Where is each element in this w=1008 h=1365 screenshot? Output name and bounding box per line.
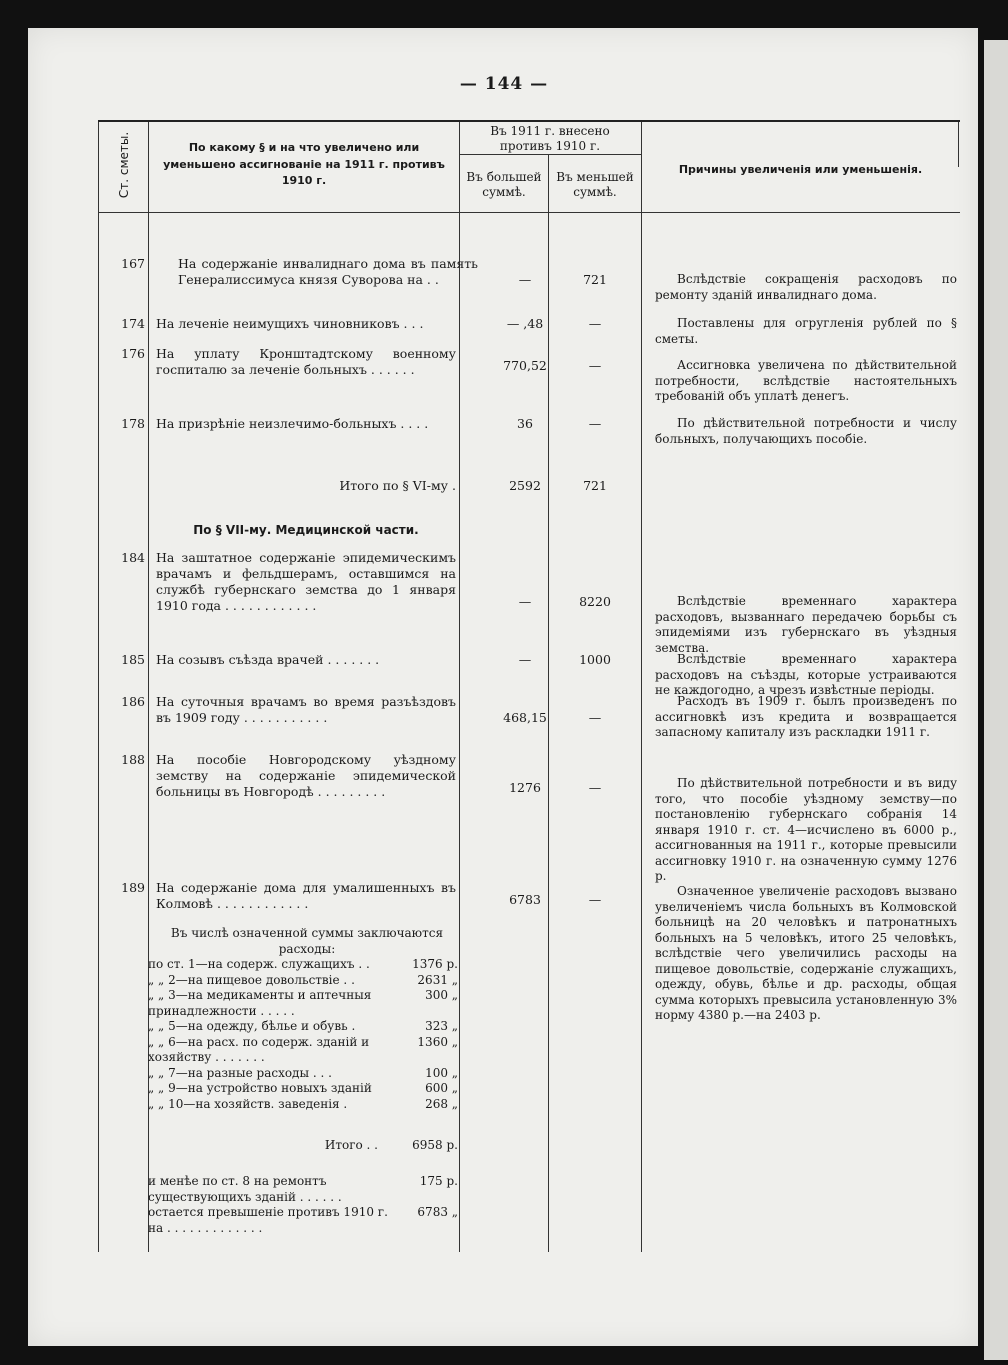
row-description: На леченіе неимущихъ чиновниковъ . . . [156, 316, 424, 331]
breakdown-total-value: 6958 р. [412, 1138, 458, 1152]
col-border-2 [459, 122, 460, 1252]
row-number: 188 [121, 752, 145, 767]
row-more: 1276 [509, 780, 541, 795]
header-bottom-line [98, 212, 960, 213]
row-number: 186 [121, 694, 145, 709]
minus-value: 175 р. [419, 1174, 458, 1188]
row-reason: Вслѣдствіе сокращенія расходовъ по ремонту зданій инвалиднаго дома. [655, 272, 957, 302]
col-border-right [958, 122, 959, 167]
breakdown-list [148, 926, 458, 1112]
row-more: — [518, 272, 532, 287]
page-number: — 144 — [459, 74, 549, 94]
row-reason: Поставлены для огругленія рублей по § сметы. [655, 316, 957, 346]
row-description: На заштатное содержаніе эпидемическимъ врачамъ и фельдшерамъ, оставшимся на службѣ губернскаго земства до 1 января 1910 года . . . . . . . . . . . . [156, 550, 456, 613]
row-less: 8220 [579, 594, 611, 609]
next-page-edge [984, 40, 1008, 1360]
row-more: 6783 [509, 892, 541, 907]
row-number: 184 [121, 550, 145, 565]
row-number: 176 [121, 346, 145, 361]
excess-label: остается превышеніе противъ 1910 г. на . . . . . . . . . . . . . [148, 1205, 388, 1235]
breakdown-item: „ „ 10—на хозяйств. заведенія . 268 „ [148, 1096, 458, 1111]
row-more: — ,48 [506, 316, 544, 331]
row-less: 721 [583, 272, 607, 287]
minus-label: и менѣе по ст. 8 на ремонтъ существующихъ зданій . . . . . . [148, 1174, 342, 1204]
breakdown-item: „ „ 7—на разные расходы . . . 100 „ [148, 1065, 458, 1080]
row-number: 167 [121, 256, 145, 271]
row-more: — [518, 594, 532, 609]
section-heading: По § VII-му. Медицинской части. [193, 523, 419, 537]
row-less: — [588, 358, 602, 373]
row-description: На пособіе Новгородскому уѣздному земству на содержаніе эпидемической больницы въ Новгородѣ . . . . . . . . . [156, 752, 456, 799]
total-label: Итого по § VI-му . [339, 478, 456, 493]
header-more: Въ большей суммѣ. [466, 170, 542, 199]
header-less: Въ меньшей суммѣ. [556, 170, 634, 199]
row-more: 468,15 [503, 710, 547, 725]
row-number: 189 [121, 880, 145, 895]
breakdown-item: „ „ 6—на расх. по содерж. зданій и хозяйству . . . . . . . 1360 „ [148, 1034, 458, 1064]
row-reason: Означенное увеличеніе расходовъ вызвано увеличеніемъ числа больныхъ въ Колмовской больницѣ на 20 человѣкъ и патронатныхъ больныхъ на 5 человѣкъ, итого 25 человѣкъ, вслѣдствіе чего увеличились расходы на пищевое довольствіе, содержаніе служащихъ, одежду, обувь, бѣлье и др. расходы, общая сумма которыхъ превысила установленную 3% норму 4380 р.—на 2403 р. [655, 884, 957, 1022]
row-description: На содержаніе инвалиднаго дома въ память Генералиссимуса князя Суворова на . . [178, 256, 478, 287]
row-less: — [588, 780, 602, 795]
header-subline [459, 154, 641, 155]
row-reason: Ассигновка увеличена по дѣйствительной потребности, вслѣдствіе настоятельныхъ требованій объ уплатѣ денегъ. [655, 358, 957, 403]
col-border-4 [641, 122, 642, 1252]
row-description: На призрѣніе неизлечимо-больныхъ . . . . [156, 416, 429, 431]
row-reason: Вслѣдствіе временнаго характера расходовъ на съѣзды, которые устраиваются не каждогодно, а чрезъ извѣстные періоды. [655, 652, 957, 697]
row-reason: По дѣйствительной потребности и числу больныхъ, получающихъ пособіе. [655, 416, 957, 446]
header-group: Въ 1911 г. внесено противъ 1910 г. [490, 124, 610, 153]
row-description: На содержаніе дома для умалишенныхъ въ Колмовѣ . . . . . . . . . . . . [156, 880, 456, 911]
row-description: На суточныя врачамъ во время разъѣздовъ въ 1909 году . . . . . . . . . . . [156, 694, 456, 725]
breakdown-item: „ „ 3—на медикаменты и аптечныя принадлежности . . . . . 300 „ [148, 988, 458, 1018]
col-border-left [98, 122, 99, 1252]
col-border-3 [548, 154, 549, 1252]
row-less: — [588, 892, 602, 907]
breakdown-total [148, 1138, 458, 1154]
total-more: 2592 [509, 478, 541, 493]
breakdown-adjustments [148, 1174, 458, 1236]
row-less: — [588, 316, 602, 331]
breakdown-item: „ „ 9—на устройство новыхъ зданій 600 „ [148, 1081, 458, 1095]
row-number: 174 [121, 316, 145, 331]
breakdown-item: „ „ 5—на одежду, бѣлье и обувь . 323 „ [148, 1019, 458, 1033]
row-more: 36 [517, 416, 533, 431]
row-number: 178 [121, 416, 145, 431]
header-paragraph: По какому § и на что увеличено или уменьшено ассигнованіе на 1911 г. противъ 1910 г. [163, 141, 445, 187]
row-reason: Вслѣдствіе временнаго характера расходовъ, вызваннаго передачею борьбы съ эпидеміями изъ губернскаго въ уѣздныя земства. [655, 594, 957, 655]
row-description: На уплату Кронштадтскому военному госпиталю за леченіе больныхъ . . . . . . [156, 346, 456, 377]
header-reason: Причины увеличенія или уменьшенія. [678, 163, 923, 176]
budget-table [98, 120, 960, 1252]
header-st: Ст. сметы. [117, 131, 131, 199]
row-less: — [588, 416, 602, 431]
excess-value: 6783 „ [417, 1205, 458, 1219]
row-description: На созывъ съѣзда врачей . . . . . . . [156, 652, 380, 667]
row-reason: По дѣйствительной потребности и въ виду того, что пособіе уѣздному земству—по постановленію губернскаго собранія 14 января 1910 г. ст. 4—исчислено въ 6000 р., ассигнованныя на 1911 г., которые превысили ассигновку 1910 г. на означенную сумму 1276 р. [655, 776, 957, 883]
row-number: 185 [121, 652, 145, 667]
breakdown-intro: Въ числѣ означенной суммы заключаются расходы: [170, 926, 444, 956]
breakdown-item: „ „ 2—на пищевое довольствіе . . 2631 „ [148, 972, 458, 987]
row-more: 770,52 [503, 358, 547, 373]
row-reason: Расходъ въ 1909 г. былъ произведенъ по ассигновкѣ изъ кредита и возвращается запасному капиталу изъ раскладки 1911 г. [655, 694, 957, 739]
breakdown-total-label: Итого . . [324, 1138, 378, 1152]
row-less: 1000 [579, 652, 611, 667]
row-more: — [518, 652, 532, 667]
total-less: 721 [583, 478, 607, 493]
breakdown-item: по ст. 1—на содерж. служащихъ . . 1376 р. [148, 957, 458, 971]
row-less: — [588, 710, 602, 725]
